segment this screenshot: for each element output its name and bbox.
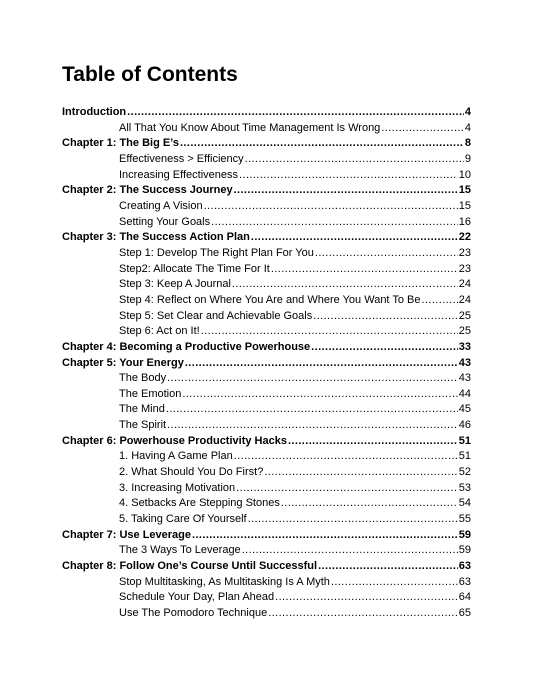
toc-entry-label: 3. Increasing Motivation [119, 481, 236, 494]
toc-dot-leader [180, 136, 464, 152]
toc-dot-leader [288, 434, 458, 450]
toc-dot-leader [232, 277, 458, 293]
toc-section-entry[interactable] [62, 496, 471, 512]
toc-chapter-entry[interactable] [62, 105, 471, 121]
toc-dot-leader [421, 293, 457, 309]
toc-dot-leader [248, 512, 458, 528]
toc-page-number: 23 [458, 246, 471, 259]
toc-section-entry[interactable] [62, 449, 471, 465]
toc-entry-label: Step2: Allocate The Time For It [119, 262, 270, 275]
toc-section-entry[interactable] [62, 152, 471, 168]
toc-entry-label: All That You Know About Time Management Is Wrong [119, 121, 381, 134]
toc-page-number: 52 [458, 466, 471, 479]
toc-page-number: 51 [458, 450, 471, 463]
toc-dot-leader [245, 152, 464, 168]
toc-entry-label: Step 1: Develop The Right Plan For You [119, 246, 314, 259]
toc-dot-leader [234, 449, 458, 465]
toc-section-entry[interactable] [62, 324, 471, 340]
toc-chapter-entry[interactable] [62, 528, 471, 544]
toc-chapter-entry[interactable] [62, 230, 471, 246]
toc-dot-leader [127, 105, 464, 121]
toc-page-number: 45 [458, 403, 471, 416]
toc-dot-leader [236, 481, 458, 497]
toc-section-entry[interactable] [62, 371, 471, 387]
toc-entry-label: Creating A Vision [119, 199, 203, 212]
toc-dot-leader [318, 559, 458, 575]
toc-section-entry[interactable] [62, 543, 471, 559]
toc-dot-leader [204, 199, 458, 215]
toc-entry-label: 4. Setbacks Are Stepping Stones [119, 497, 280, 510]
toc-section-entry[interactable] [62, 465, 471, 481]
toc-section-entry[interactable] [62, 262, 471, 278]
toc-page-number: 8 [464, 137, 471, 150]
toc-entry-label: Step 3: Keep A Journal [119, 278, 231, 291]
toc-dot-leader [251, 230, 458, 246]
toc-section-entry[interactable] [62, 246, 471, 262]
toc-page-number: 55 [458, 513, 471, 526]
toc-dot-leader [264, 465, 457, 481]
toc-page-number: 25 [458, 309, 471, 322]
toc-entry-label: Chapter 6: Powerhouse Productivity Hacks [62, 434, 287, 447]
toc-dot-leader [182, 387, 457, 403]
toc-section-entry[interactable] [62, 606, 471, 622]
toc-dot-leader [185, 356, 458, 372]
toc-entry-label: Schedule Your Day, Plan Ahead [119, 591, 275, 604]
toc-list [62, 105, 471, 622]
toc-section-entry[interactable] [62, 575, 471, 591]
toc-dot-leader [331, 575, 458, 591]
toc-dot-leader [315, 246, 458, 262]
toc-page-number: 9 [464, 152, 471, 165]
toc-dot-leader [275, 590, 458, 606]
toc-page-number: 16 [458, 215, 471, 228]
toc-section-entry[interactable] [62, 121, 471, 137]
toc-dot-leader [268, 606, 458, 622]
toc-chapter-entry[interactable] [62, 356, 471, 372]
toc-page-number: 10 [458, 168, 471, 181]
toc-dot-leader [311, 340, 458, 356]
toc-chapter-entry[interactable] [62, 136, 471, 152]
toc-entry-label: 2. What Should You Do First? [119, 466, 264, 479]
toc-page-number: 43 [458, 372, 471, 385]
toc-dot-leader [211, 215, 458, 231]
toc-chapter-entry[interactable] [62, 434, 471, 450]
toc-dot-leader [242, 543, 458, 559]
toc-entry-label: Chapter 7: Use Leverage [62, 528, 191, 541]
toc-entry-label: The Emotion [119, 387, 182, 400]
toc-entry-label: Chapter 8: Follow One’s Course Until Successful [62, 560, 318, 573]
toc-section-entry[interactable] [62, 293, 471, 309]
toc-dot-leader [271, 262, 458, 278]
toc-page-number: 59 [458, 528, 471, 541]
toc-entry-label: The Spirit [119, 419, 167, 432]
toc-section-entry[interactable] [62, 199, 471, 215]
toc-page-number: 25 [458, 325, 471, 338]
toc-chapter-entry[interactable] [62, 340, 471, 356]
toc-entry-label: Setting Your Goals [119, 215, 211, 228]
toc-dot-leader [167, 371, 458, 387]
toc-page-number: 46 [458, 419, 471, 432]
toc-page-number: 63 [458, 575, 471, 588]
toc-dot-leader [239, 168, 458, 184]
toc-page-number: 54 [458, 497, 471, 510]
toc-page-number: 15 [458, 199, 471, 212]
toc-page-number: 64 [458, 591, 471, 604]
toc-chapter-entry[interactable] [62, 559, 471, 575]
toc-section-entry[interactable] [62, 387, 471, 403]
toc-chapter-entry[interactable] [62, 183, 471, 199]
toc-dot-leader [381, 121, 464, 137]
toc-entry-label: 1. Having A Game Plan [119, 450, 233, 463]
toc-entry-label: Chapter 5: Your Energy [62, 356, 184, 369]
toc-section-entry[interactable] [62, 215, 471, 231]
toc-entry-label: Step 5: Set Clear and Achievable Goals [119, 309, 313, 322]
toc-entry-label: Increasing Effectiveness [119, 168, 239, 181]
toc-entry-label: Step 4: Reflect on Where You Are and Where You Want To Be [119, 293, 421, 306]
toc-entry-label: Stop Multitasking, As Multitasking Is A Myth [119, 575, 330, 588]
toc-section-entry[interactable] [62, 418, 471, 434]
toc-page-number: 65 [458, 607, 471, 619]
page-title: Table of Contents [62, 63, 238, 86]
toc-dot-leader [166, 402, 458, 418]
toc-dot-leader [313, 309, 458, 325]
toc-page-number: 22 [458, 231, 471, 244]
toc-page-number: 33 [458, 340, 471, 353]
toc-page-number: 24 [458, 278, 471, 291]
toc-entry-label: Step 6: Act on It! [119, 325, 200, 338]
toc-page-number: 51 [458, 434, 471, 447]
toc-section-entry[interactable] [62, 512, 471, 528]
toc-dot-leader [234, 183, 458, 199]
toc-section-entry[interactable] [62, 402, 471, 418]
toc-section-entry[interactable] [62, 168, 471, 184]
toc-page-number: 44 [458, 387, 471, 400]
toc-section-entry[interactable] [62, 309, 471, 325]
toc-entry-label: 5. Taking Care Of Yourself [119, 513, 247, 526]
toc-entry-label: The Mind [119, 403, 165, 416]
toc-entry-label: Chapter 2: The Success Journey [62, 184, 233, 197]
toc-entry-label: Introduction [62, 106, 127, 118]
toc-page-number: 53 [458, 481, 471, 494]
toc-entry-label: Chapter 1: The Big E’s [62, 137, 179, 150]
toc-entry-label: Effectiveness > Efficiency [119, 152, 244, 165]
toc-entry-label: Chapter 4: Becoming a Productive Powerhouse [62, 340, 311, 353]
toc-entry-label: The Body [119, 372, 167, 385]
toc-entry-label: The 3 Ways To Leverage [119, 544, 241, 557]
toc-entry-label: Use The Pomodoro Technique [119, 607, 268, 619]
toc-page-number: 43 [458, 356, 471, 369]
toc-dot-leader [281, 496, 458, 512]
toc-dot-leader [192, 528, 458, 544]
toc-dot-leader [201, 324, 458, 340]
toc-page-number: 63 [458, 560, 471, 573]
toc-page-number: 23 [458, 262, 471, 275]
toc-section-entry[interactable] [62, 481, 471, 497]
toc-section-entry[interactable] [62, 590, 471, 606]
toc-page-number: 4 [464, 121, 471, 134]
toc-page-number: 15 [458, 184, 471, 197]
toc-entry-label: Chapter 3: The Success Action Plan [62, 231, 250, 244]
toc-section-entry[interactable] [62, 277, 471, 293]
toc-dot-leader [167, 418, 458, 434]
toc-page-number: 4 [464, 106, 471, 118]
toc-page-number: 24 [458, 293, 471, 306]
toc-page-number: 59 [458, 544, 471, 557]
